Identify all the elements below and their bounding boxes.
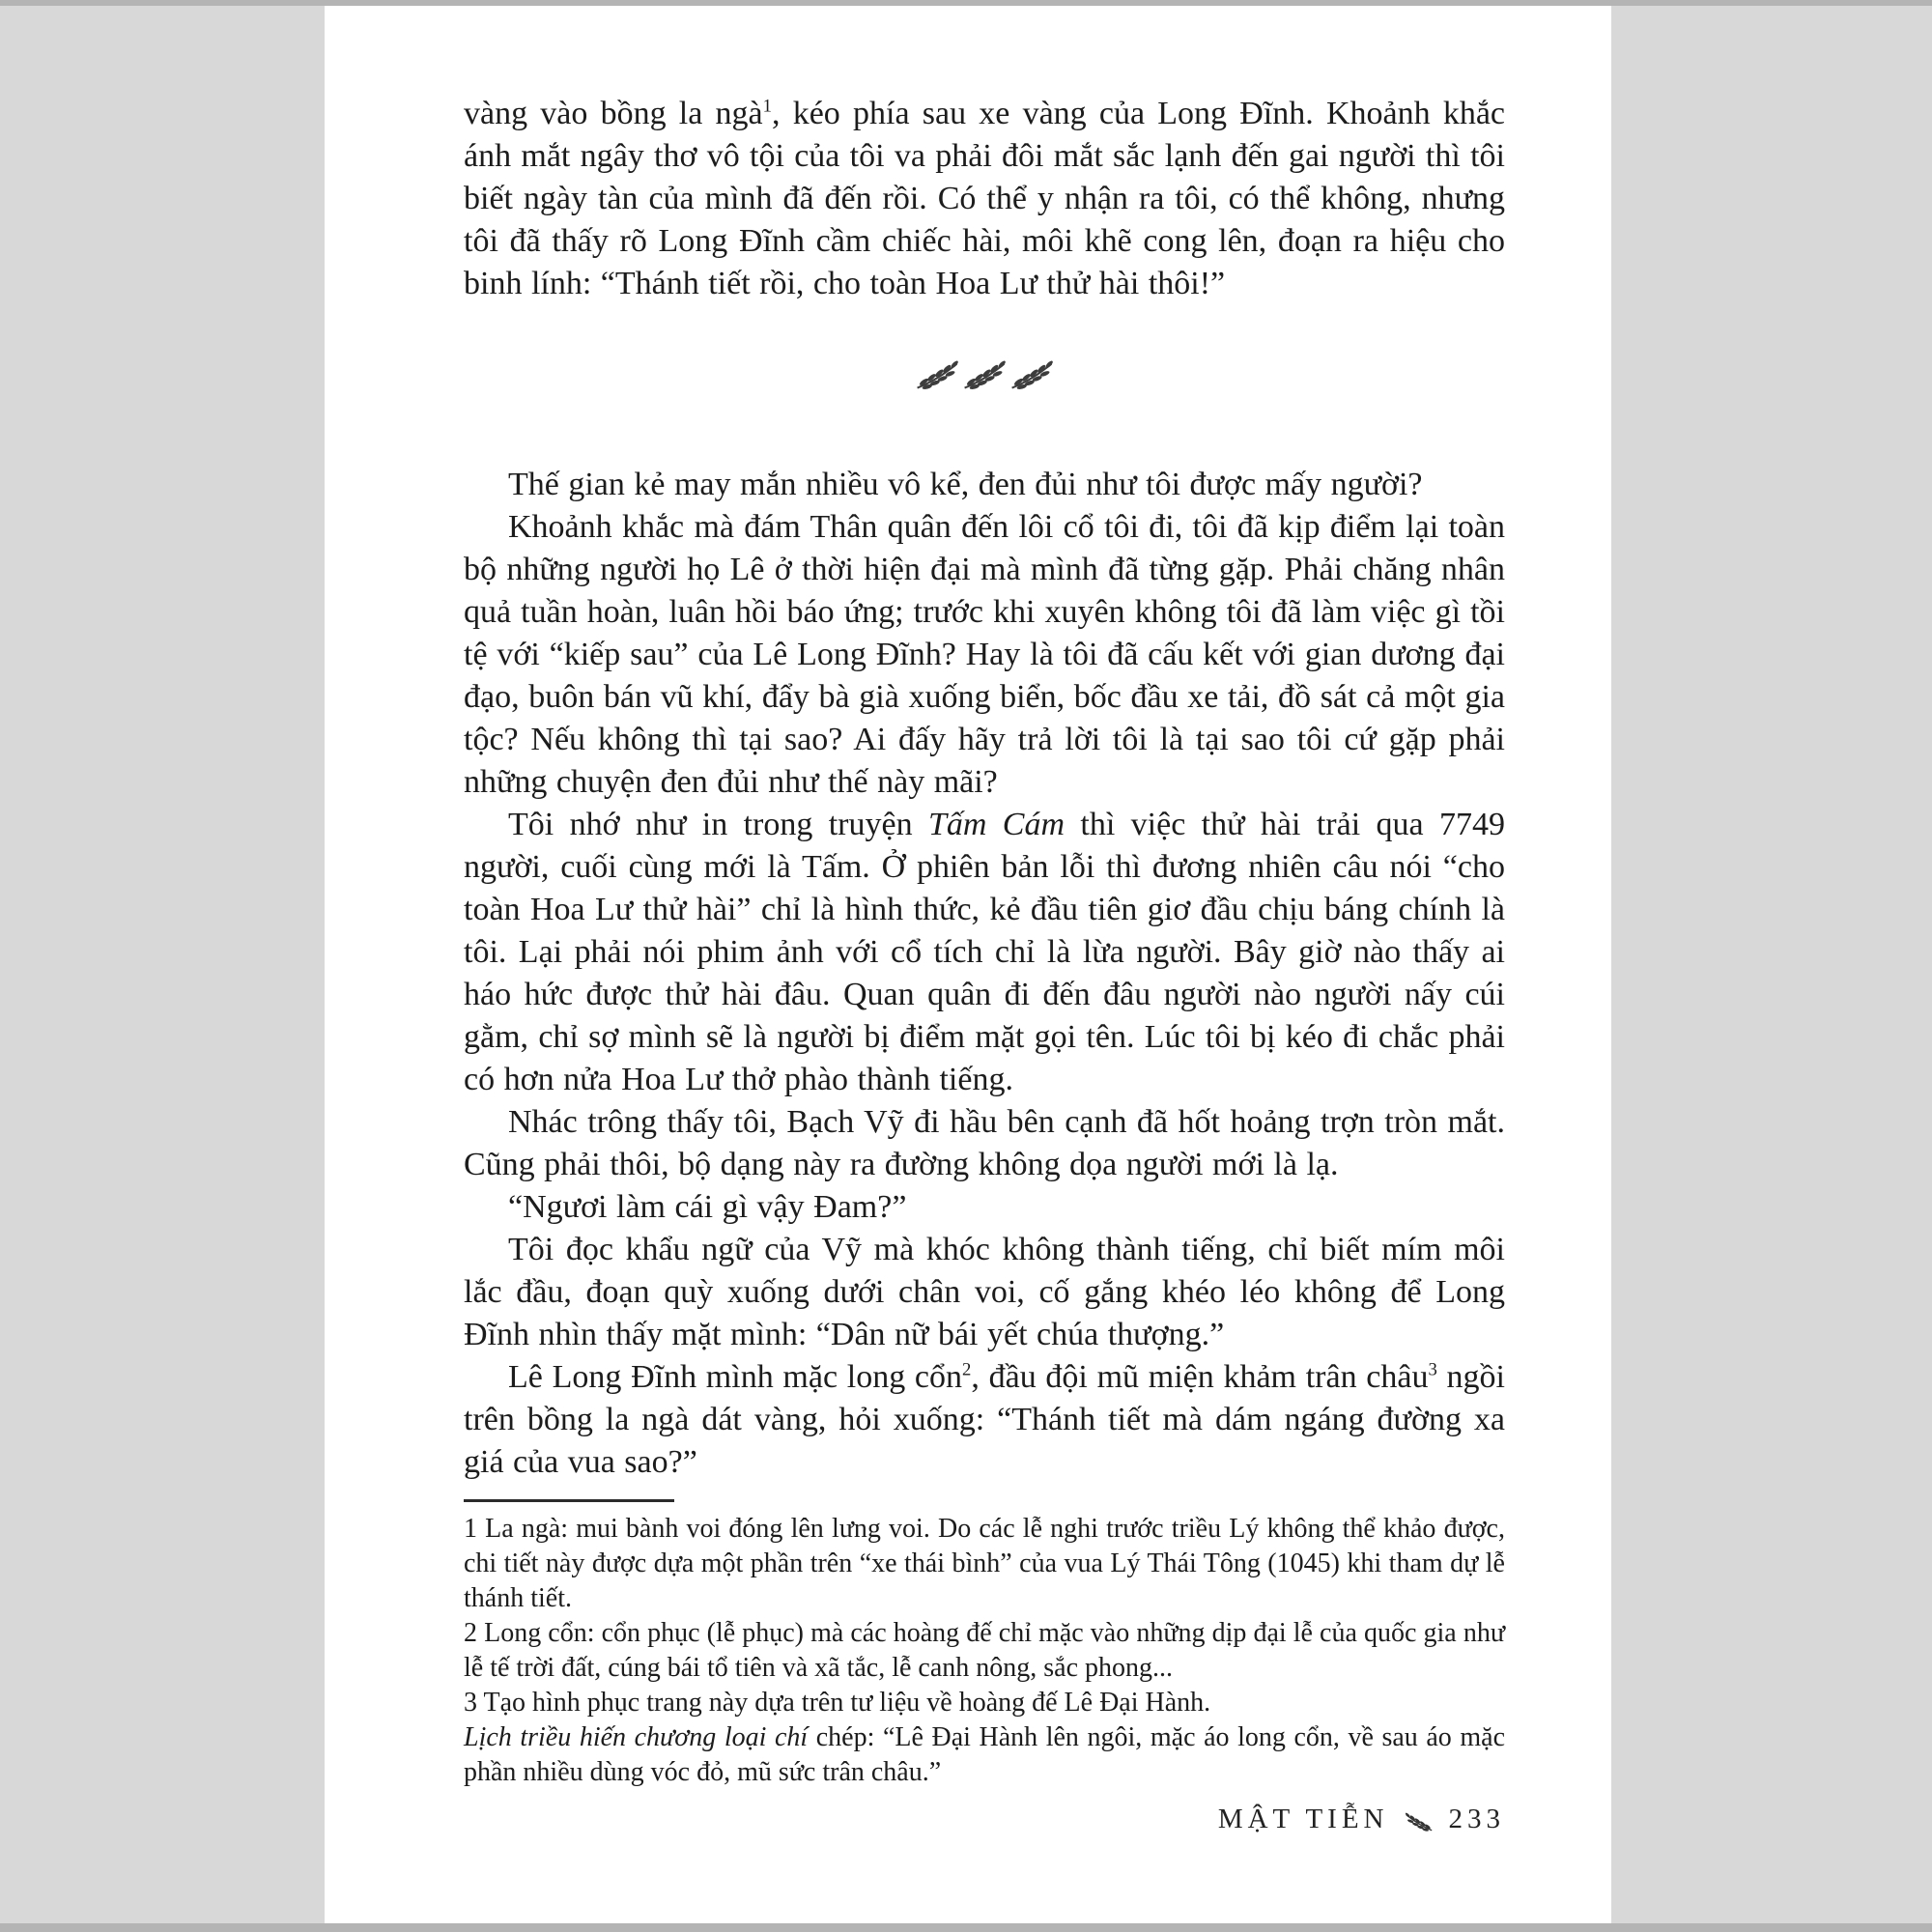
- section-divider: [464, 357, 1505, 392]
- footnote: 2 Long cổn: cổn phục (lễ phục) mà các hoàng đế chỉ mặc vào những dịp đại lễ của quốc gia như lễ tế trời đất, cúng bái tổ tiên và xã tắc, lễ canh nông, sắc phong...: [464, 1618, 1505, 1683]
- page-number: 233: [1448, 1804, 1505, 1834]
- page: [325, 0, 1611, 1932]
- body-paragraph: Lê Long Đĩnh mình mặc long cổn$^2$, đầu đội mũ miện khảm trân châu$^3$ ngồi trên bồng la ngà dát vàng, hỏi xuống: “Thánh tiết mà dám ngáng đường xa giá của vua sao?”: [464, 1359, 1505, 1480]
- book-title: MẬT TIỄN: [1217, 1804, 1389, 1834]
- footnote: Lịch triều hiến chương loại chí chép: “Lê Đại Hành lên ngôi, mặc áo long cổn, về sau áo mặc phần nhiều dùng vóc đỏ, mũ sức trân châu.”: [464, 1722, 1505, 1787]
- bottom-edge-bar: [0, 1923, 1932, 1932]
- top-edge-bar: [0, 0, 1932, 6]
- body-paragraph: Khoảnh khắc mà đám Thân quân đến lôi cổ tôi đi, tôi đã kịp điểm lại toàn bộ những người họ Lê ở thời hiện đại mà mình đã từng gặp. Phải chăng nhân quả tuần hoàn, luân hồi báo ứng; trước khi xuyên không tôi đã làm việc gì tồi tệ với “kiếp sau” của Lê Long Đĩnh? Hay là tôi đã cấu kết với gian dương đại đạo, buôn bán vũ khí, đẩy bà già xuống biển, bốc đầu xe tải, đồ sát cả một gia tộc? Nếu không thì tại sao? Ai đấy hãy trả lời tôi là tại sao tôi cứ gặp phải những chuyện đen đủi như thế này mãi?: [464, 509, 1505, 800]
- body-paragraph: Tôi đọc khẩu ngữ của Vỹ mà khóc không thành tiếng, chỉ biết mím môi lắc đầu, đoạn quỳ xuống dưới chân voi, cố gắng khéo léo không để Long Đĩnh nhìn thấy mặt mình: “Dân nữ bái yết chúa thượng.”: [464, 1232, 1505, 1352]
- leaf-sprig-icon: [1009, 358, 1054, 391]
- footnote-separator: [464, 1499, 674, 1502]
- body-paragraph: vàng vào bồng la ngà$^1$, kéo phía sau xe vàng của Long Đĩnh. Khoảnh khắc ánh mắt ngây thơ vô tội của tôi va phải đôi mắt sắc lạnh đến gai người thì tôi biết ngày tàn của mình đã đến rồi. Có thể y nhận ra tôi, có thể không, nhưng tôi đã thấy rõ Long Đĩnh cầm chiếc hài, môi khẽ cong lên, đoạn ra hiệu cho binh lính: “Thánh tiết rồi, cho toàn Hoa Lư thử hài thôi!”: [464, 96, 1505, 301]
- body-paragraph: Thế gian kẻ may mắn nhiều vô kể, đen đủi như tôi được mấy người?: [508, 467, 1423, 502]
- body-paragraph: “Ngươi làm cái gì vậy Đam?”: [508, 1189, 907, 1225]
- leaf-sprig-icon: [1405, 1811, 1434, 1833]
- footnote: 3 Tạo hình phục trang này dựa trên tư liệu về hoàng đế Lê Đại Hành.: [464, 1688, 1211, 1718]
- leaf-sprig-icon: [962, 358, 1007, 391]
- text-column: [325, 0, 1611, 1835]
- footnote: 1 La ngà: mui bành voi đóng lên lưng voi. Do các lễ nghi trước triều Lý không thể khảo được, chi tiết này được dựa một phần trên “xe thái bình” của vua Lý Thái Tông (1045) khi tham dự lễ thánh tiết.: [464, 1514, 1505, 1613]
- page-footer: [464, 1804, 1505, 1835]
- body-paragraph: Nhác trông thấy tôi, Bạch Vỹ đi hầu bên cạnh đã hốt hoảng trợn tròn mắt. Cũng phải thôi, bộ dạng này ra đường không dọa người mới là lạ.: [464, 1104, 1505, 1182]
- leaf-sprig-icon: [915, 358, 959, 391]
- footnotes: [464, 1512, 1505, 1790]
- body-paragraph: Tôi nhớ như in trong truyện Tấm Cám thì việc thử hài trải qua 7749 người, cuối cùng mới là Tấm. Ở phiên bản lỗi thì đương nhiên câu nói “cho toàn Hoa Lư thử hài” chỉ là hình thức, kẻ đầu tiên giơ đầu chịu báng chính là tôi. Lại phải nói phim ảnh với cổ tích chỉ là lừa người. Bây giờ nào thấy ai háo hức được thử hài đâu. Quan quân đi đến đâu người nào người nấy cúi gằm, chỉ sợ mình sẽ là người bị điểm mặt gọi tên. Lúc tôi bị kéo đi chắc phải có hơn nửa Hoa Lư thở phào thành tiếng.: [464, 807, 1505, 1097]
